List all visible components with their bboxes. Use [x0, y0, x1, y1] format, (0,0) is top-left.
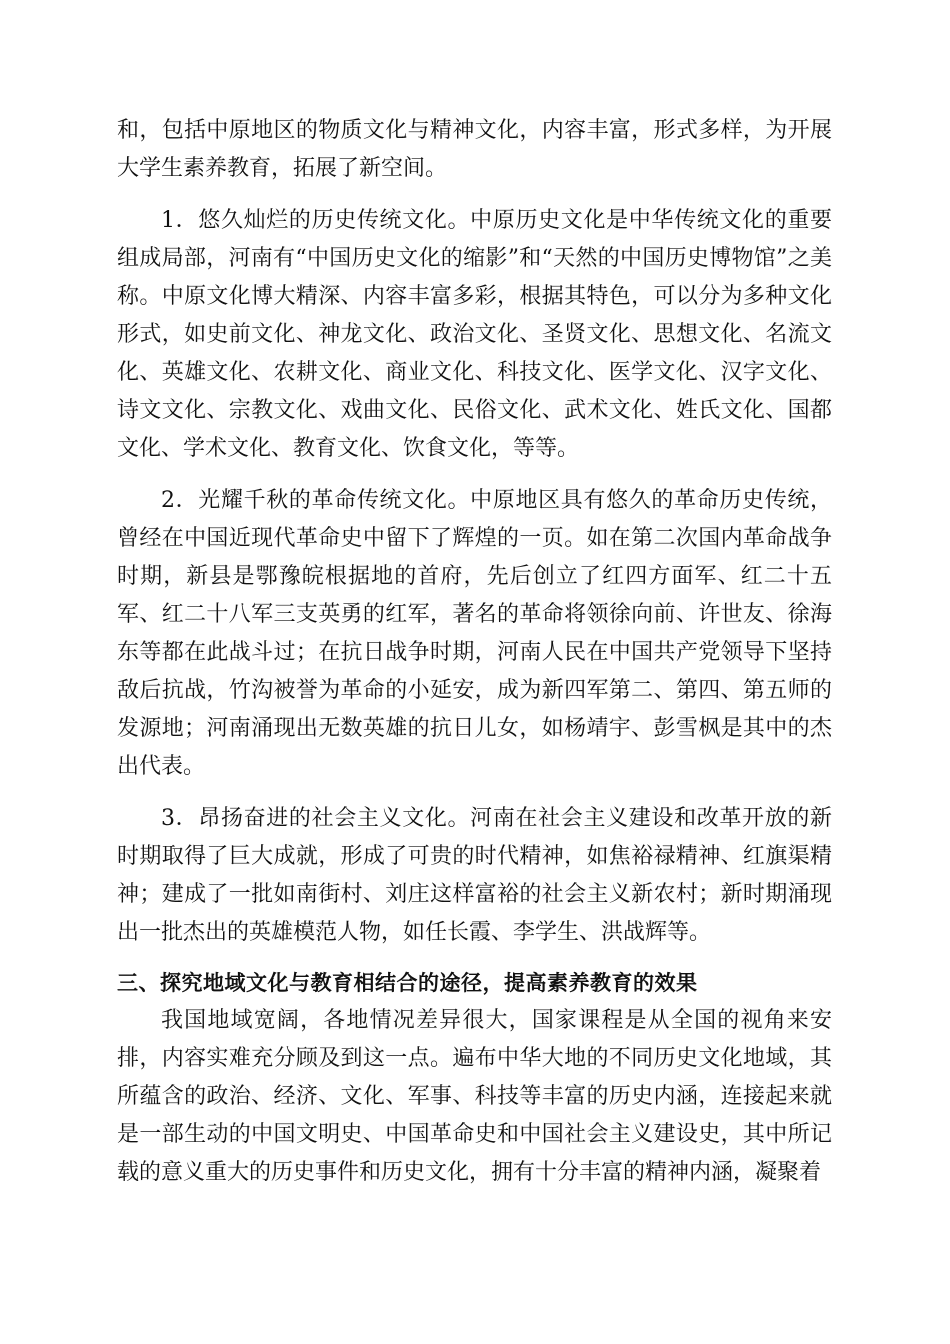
section-heading: 三、探究地域文化与教育相结合的途径，提高素养教育的效果	[117, 971, 698, 995]
section-paragraph-2: 2．光耀千秋的革命传统文化。中原地区具有悠久的革命历史传统，曾经在中国近现代革命史中留下了辉煌的一页。如在第二次国内革命战争时期，新县是鄂豫皖根据地的首府，先后创立了红四方面军、红二十五军、红二十八军三支英勇的红军，著名的革命将领徐向前、许世友、徐海东等都在此战斗过；在抗日战争时期，河南人民在中国共产党领导下坚持敌后抗战，竹沟被誉为革命的小延安，成为新四军第二、第四、第五师的发源地；河南涌现出无数英雄的抗日儿女，如杨靖宇、彭雪枫是其中的杰出代表。	[117, 488, 832, 779]
intro-paragraph: 和，包括中原地区的物质文化与精神文化，内容丰富，形式多样，为开展大学生素养教育，拓展了新空间。	[117, 118, 832, 181]
section-paragraph-1: 1．悠久灿烂的历史传统文化。中原历史文化是中华传统文化的重要组成局部，河南有“中国历史文化的缩影”和“天然的中国历史博物馆”之美称。中原文化博大精深、内容丰富多彩，根据其特色，可以分为多种文化形式，如史前文化、神龙文化、政治文化、圣贤文化、思想文化、名流文化、英雄文化、农耕文化、商业文化、科技文化、医学文化、汉字文化、诗文文化、宗教文化、戏曲文化、民俗文化、武术文化、姓氏文化、国都文化、学术文化、教育文化、饮食文化，等等。	[117, 208, 832, 461]
section-paragraph-3: 3．昂扬奋进的社会主义文化。河南在社会主义建设和改革开放的新时期取得了巨大成就，形成了可贵的时代精神，如焦裕禄精神、红旗渠精神；建成了一批如南街村、刘庄这样富裕的社会主义新农村；新时期涌现出一批杰出的英雄模范人物，如任长霞、李学生、洪战辉等。	[117, 806, 832, 945]
closing-paragraph: 我国地域宽阔，各地情况差异很大，国家课程是从全国的视角来安排，内容实难充分顾及到这一点。遍布中华大地的不同历史文化地域，其所蕴含的政治、经济、文化、军事、科技等丰富的历史内涵，连接起来就是一部生动的中国文明史、中国革命史和中国社会主义建设史，其中所记载的意义重大的历史事件和历史文化，拥有十分丰富的精神内涵，凝聚着	[117, 1008, 832, 1185]
document-body	[117, 112, 832, 1192]
